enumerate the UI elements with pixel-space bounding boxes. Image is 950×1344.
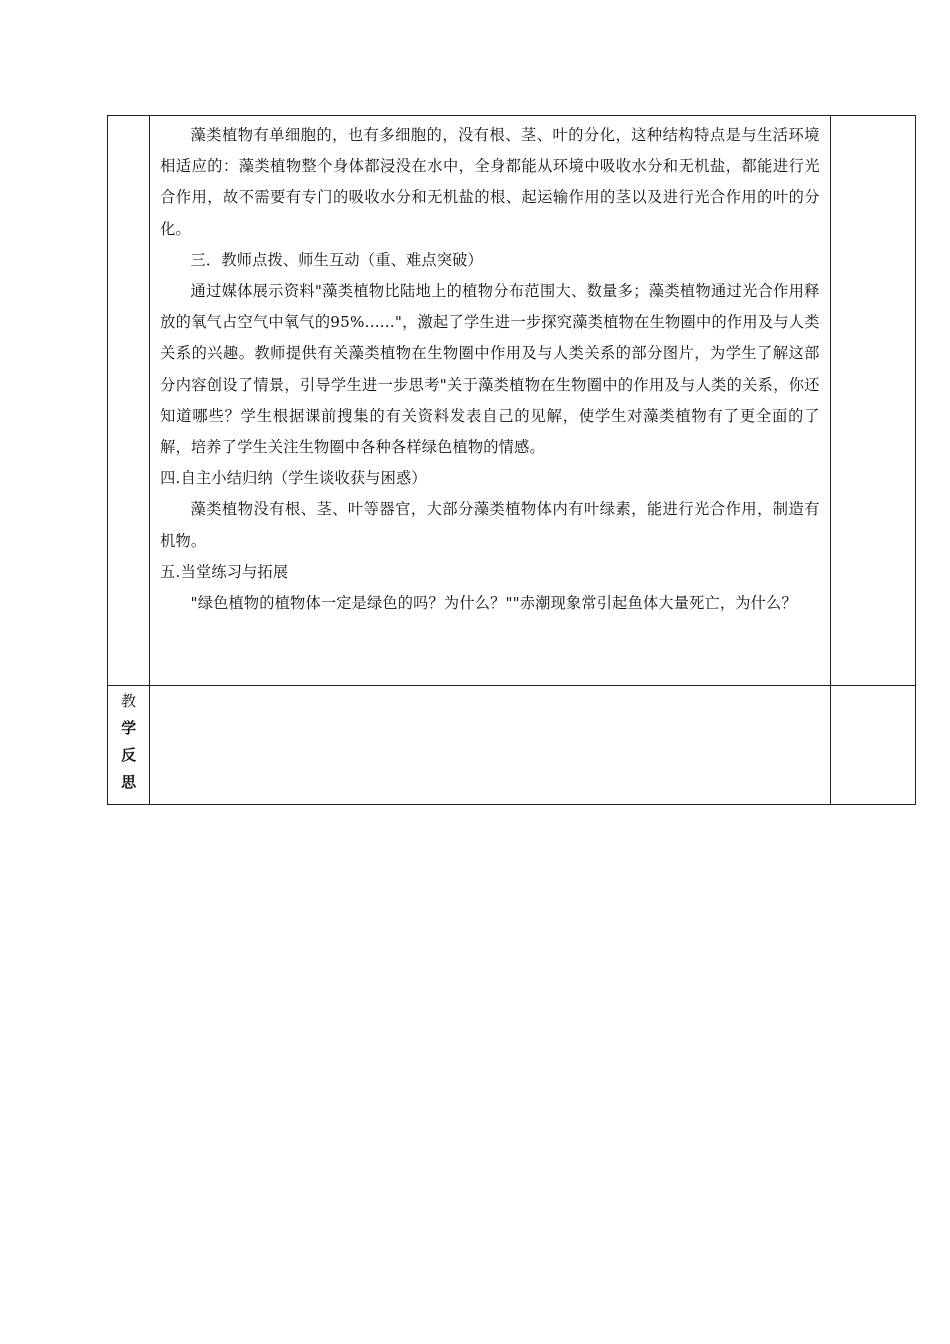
- lesson-plan-table: [107, 115, 916, 805]
- paragraph-algae-structure: 藻类植物有单细胞的，也有多细胞的，没有根、茎、叶的分化，这种结构特点是与生活环境相适应的：藻类植物整个身体都浸没在水中，全身都能从环境中吸收水分和无机盐，都能进行光合作用，故不需要有专门的吸收水分和无机盐的根、起运输作用的茎以及进行光合作用的叶的分化。: [160, 126, 820, 238]
- reflection-right-cell: [830, 686, 915, 805]
- reflection-row: [108, 686, 916, 805]
- left-empty-cell: [108, 116, 150, 686]
- reflection-label-char: 学: [121, 719, 137, 737]
- content-row: [108, 116, 916, 686]
- section-heading-summary: 四.自主小结归纳（学生谈收获与困惑）: [160, 469, 427, 488]
- reflection-label-char: 教: [121, 692, 137, 710]
- lesson-content-cell: [150, 116, 831, 686]
- reflection-label-char: 思: [121, 773, 137, 791]
- reflection-label-cell: [108, 686, 150, 805]
- section-heading-practice: 五.当堂练习与拓展: [160, 562, 289, 581]
- paragraph-summary: 藻类植物没有根、茎、叶等器官，大部分藻类植物体内有叶绿素，能进行光合作用，制造有机物。: [160, 500, 820, 550]
- paragraph-practice-question: "绿色植物的植物体一定是绿色的吗？为什么？""赤潮现象常引起鱼体大量死亡，为什么？: [190, 594, 797, 613]
- paragraph-media-presentation: 通过媒体展示资料"藻类植物比陆地上的植物分布范围大、数量多；藻类植物通过光合作用释放的氧气占空气中氧气的95%......"，激起了学生进一步探究藻类植物在生物圈中的作用及与人类关系的兴趣。教师提供有关藻类植物在生物圈中作用及与人类关系的部分图片，为学生了解这部分内容创设了情景，引导学生进一步思考"关于藻类植物在生物圈中的作用及与人类的关系，你还知道哪些？学生根据课前搜集的有关资料发表自己的见解，使学生对藻类植物有了更全面的了解，培养了学生关注生物圈中各种各样绿色植物的情感。: [160, 282, 820, 457]
- section-heading-teacher-guidance: 三．教师点拨、师生互动（重、难点突破）: [190, 250, 483, 269]
- reflection-label-char: 反: [121, 746, 137, 764]
- right-empty-cell: [830, 116, 915, 686]
- reflection-content-cell[interactable]: [150, 686, 831, 805]
- reflection-label: [108, 688, 149, 796]
